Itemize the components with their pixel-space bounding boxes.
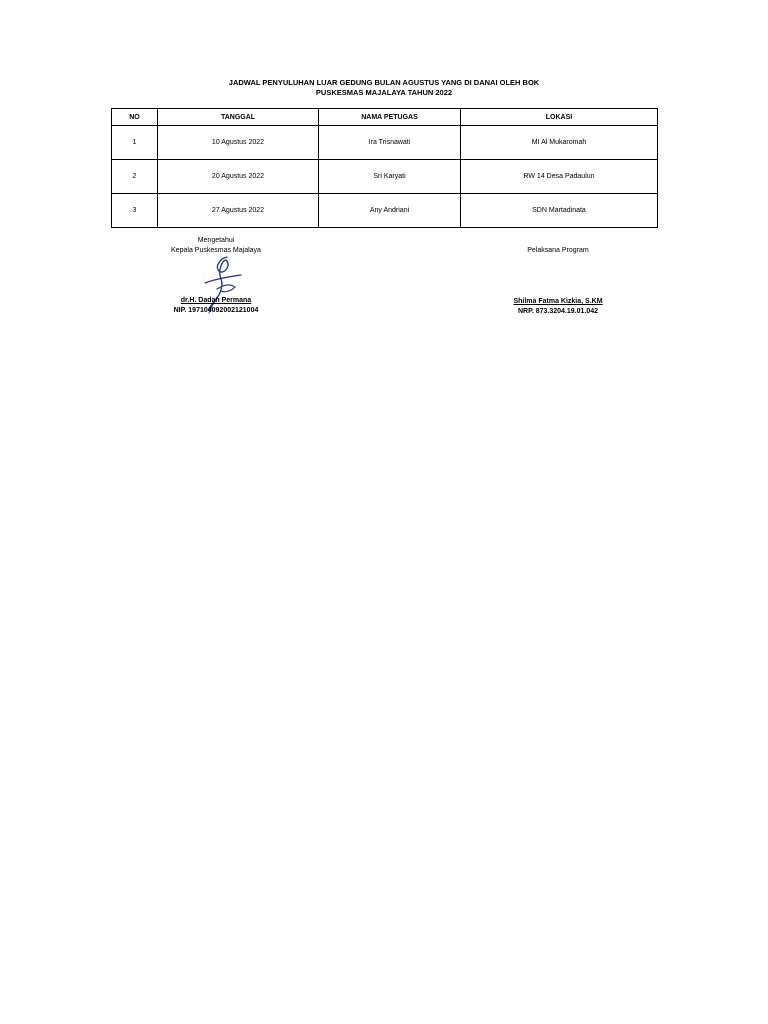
right-sign-label: Pelaksana Program [527,247,589,254]
header-tanggal: TANGGAL [158,109,319,126]
cell-lokasi: SDN Martadinata [461,194,658,228]
cell-petugas: Sri Karyati [319,160,461,194]
cell-tanggal: 10 Agustus 2022 [158,126,319,160]
schedule-table [111,108,658,228]
left-sign-label-mengetahui: Mengetahui [197,237,235,244]
left-signer-name: dr.H. Dadan Permana [180,297,252,304]
header-lokasi: LOKASI [461,109,658,126]
cell-tanggal: 20 Agustus 2022 [158,160,319,194]
cell-no: 3 [112,194,158,228]
table-row [112,160,658,194]
header-no: NO [112,109,158,126]
cell-petugas: Any Andriani [319,194,461,228]
header-nama-petugas: NAMA PETUGAS [319,109,461,126]
table-row [112,194,658,228]
right-signer-name: Shilma Fatma Kizkia, S.KM [513,298,603,305]
cell-lokasi: RW 14 Desa Padaulun [461,160,658,194]
table-header-row [112,109,658,126]
right-signer-nrp: NRP. 873.3204.19.01.042 [517,308,599,315]
table-row [112,126,658,160]
cell-no: 1 [112,126,158,160]
cell-no: 2 [112,160,158,194]
cell-petugas: Ira Trisnawati [319,126,461,160]
left-signer-nip: NIP. 197104092002121004 [173,307,259,314]
cell-lokasi: MI Al Mukaromah [461,126,658,160]
document-title-line1: JADWAL PENYULUHAN LUAR GEDUNG BULAN AGUSTUS YANG DI DANAI OLEH BOK [228,78,540,87]
cell-tanggal: 27 Agustus 2022 [158,194,319,228]
document-title-line2: PUSKESMAS MAJALAYA TAHUN 2022 [315,88,453,97]
left-sign-label-position: Kepala Puskesmas Majalaya [171,247,261,254]
